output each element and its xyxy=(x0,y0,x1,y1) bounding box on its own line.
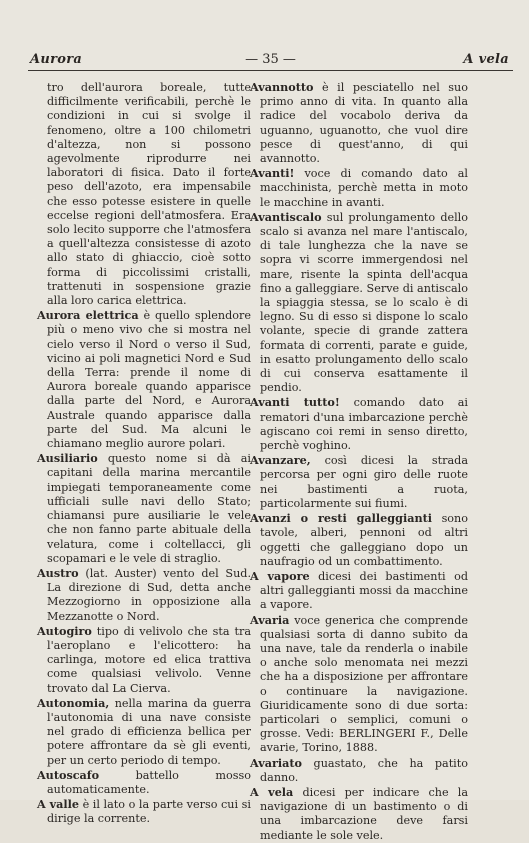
dictionary-entry: A vela dicesi per indicare che la navigazione di un bastimento o di una imbarcazione deve farsi mediante le sole vele. xyxy=(250,784,468,842)
dictionary-entry: A vapore dicesi dei bastimenti od altri galleggianti mossi da macchine a vapore. xyxy=(250,568,468,612)
dictionary-entry: Austro (lat. Auster) vento del Sud. La direzione di Sud, detta anche Mezzogiorno in opposizione alla Mezzanotte o Nord. xyxy=(37,565,251,623)
dictionary-entry: Avanzi o resti galleggianti sono tavole, alberi, pennoni od altri oggetti che galleggiano dopo un naufragio od un combattimento. xyxy=(250,511,468,568)
dictionary-entry: Autogiro tipo di velivolo che sta tra l'aeroplano e l'elicottero: ha carlinga, motore ed elica trattiva come qualsiasi velivolo. Venne trovato dal La Cierva. xyxy=(37,623,251,695)
dictionary-entry: Avariato guastato, che ha patito danno. xyxy=(250,755,468,784)
page-number: — 35 — xyxy=(245,52,296,67)
dictionary-entry: Avaria voce generica che comprende qualsiasi sorta di danno subito da una nave, tale da renderla o inabile o anche solo menomata nei mezzi che ha a disposizione per affrontare o continuare la navigazione. Giuridicamente sono di due sorta: particolari o semplici, comuni o grosse. Vedi: BERLINGERI F., Delle avarie, Torino, 1888. xyxy=(250,612,468,755)
header-right-guideword: A vela xyxy=(463,52,509,67)
dictionary-entry: Autoscafo battello mosso automaticamente. xyxy=(37,767,251,796)
dictionary-entry: Avanti! voce di comando dato al macchinista, perchè metta in moto le macchine in avanti. xyxy=(250,166,468,209)
header-left-guideword: Aurora xyxy=(30,52,83,67)
dictionary-entry: Aurora elettrica è quello splendore più o meno vivo che si mostra nel cielo verso il Nord o verso il Sud, vicino ai poli magnetici Nord e Sud della Terra: prende il nome di Aurora boreale quando apparisce dalla parte del Nord, e Aurora Australe quando apparisce dalla parte del Sud. Ma alcuni le chiamano meglio aurore polari. xyxy=(37,308,252,451)
dictionary-entry: tro dell'aurora boreale, tutte difficilmente verificabili, perchè le condizioni in cui si svolge il fenomeno, oltre a 100 chilometri d'altezza, non si possono agevolmente riprodurre nei laboratori di fisica. Dato il forte peso dell'azoto, era impensabile che esso potesse esistere in quelle eccelse regioni dell'atmosfera. Era solo lecito supporre che l'atmosfera a quell'altezza consistesse di azoto allo stato di ghiaccio, cioè sotto forma di piccolissimi cristalli, trattenuti in sospensione grazie alla loro carica elettrica. xyxy=(47,81,251,308)
right-column xyxy=(244,80,468,843)
dictionary-entry: Ausiliario questo nome si dà ai capitani della marina mercantile impiegati temporaneamente come ufficiali sulle navi dello Stato; chiamansi pure ausiliarie le vele che non fanno parte abituale della velatura, come i coltellacci, gli scopamari e le vele di straglio. xyxy=(37,451,251,565)
dictionary-entry: Avantiscalo sul prolungamento dello scalo si avanza nel mare l'antiscalo, di tale lunghezza che la nave se sopra vi scorre immergendosi nel mare, risente la spinta dell'acqua fino a galleggiare. Serve di antiscalo la spiaggia stessa, se lo scalo è di legno. Su di esso si dispone lo scalo volante, specie di grande zattera formata di correnti, parate e guide, in esatto prolungamento dello scalo di cui conserva esattamente il pendio. xyxy=(250,209,468,395)
left-column xyxy=(31,80,251,827)
page-header xyxy=(28,50,513,71)
dictionary-entry: Avannotto è il pesciatello nel suo primo anno di vita. In quanto alla radice del vocabolo deriva da uguanno, uguanotto, che vuol dire pesce di quest'anno, di qui avannotto. xyxy=(250,80,468,166)
dictionary-entry: Avanzare, così dicesi la strada percorsa per ogni giro delle ruote nei bastimenti a ruota, particolarmente sui fiumi. xyxy=(250,453,468,510)
dictionary-entry: Autonomia, nella marina da guerra l'autonomia di una nave consiste nel grado di efficienza bellica per potere affrontare da sè gli eventi, per un certo periodo di tempo. xyxy=(37,695,251,767)
dictionary-entry: Avanti tutto! comando dato ai rematori d'una imbarcazione perchè agiscano coi remi in senso diretto, perchè voghino. xyxy=(250,395,468,453)
dictionary-entry: A valle è il lato o la parte verso cui si dirige la corrente. xyxy=(37,797,251,826)
